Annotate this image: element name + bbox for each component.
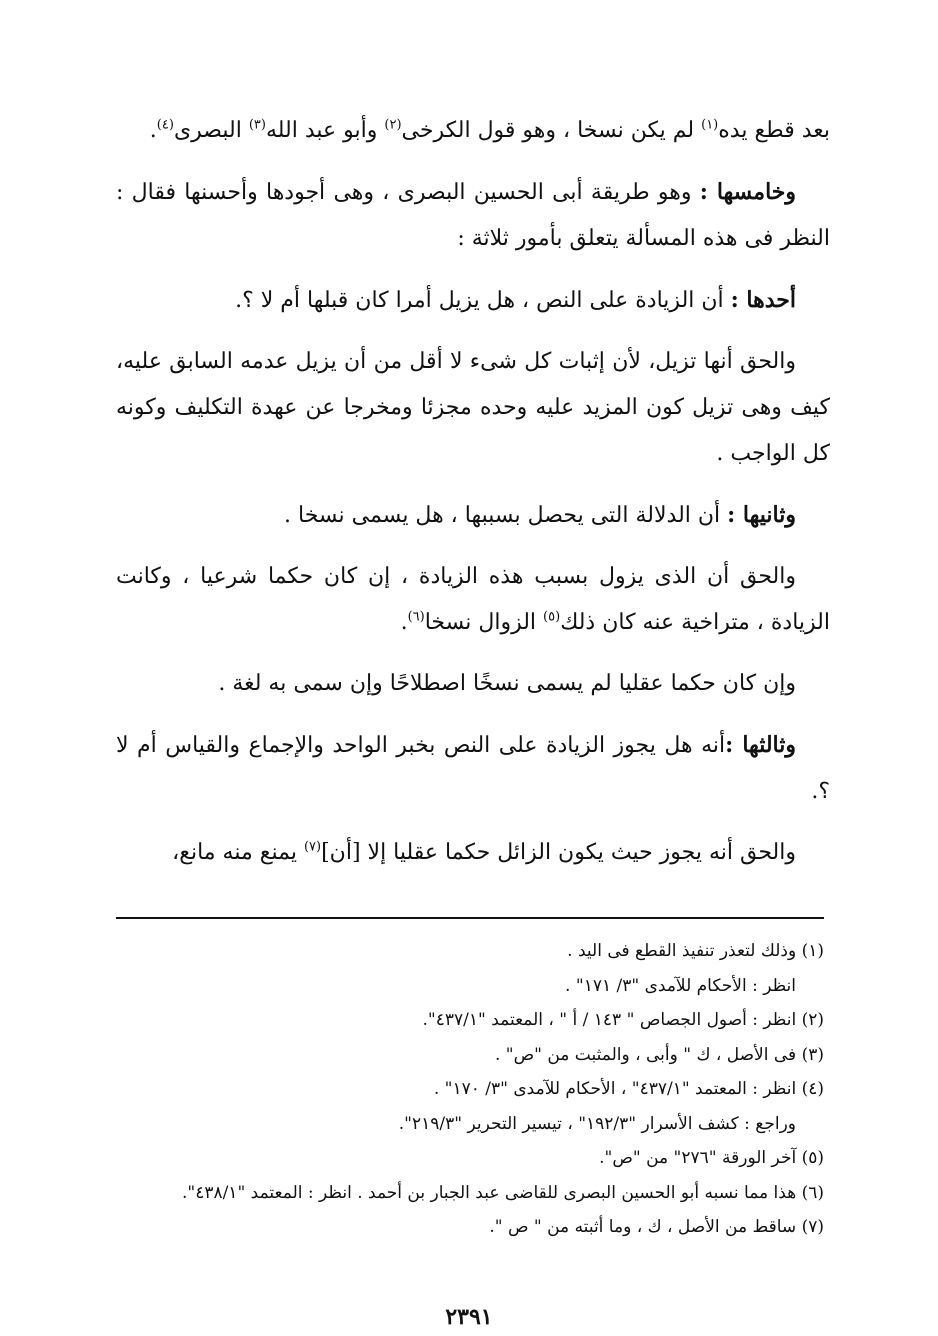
footnote-3: (٣) فى الأصل ، ك " وأبى ، والمثبت من "ص" . xyxy=(494,1044,824,1065)
footnote-ref-4[interactable]: (٤) xyxy=(156,117,174,133)
section-lead-first: أحدها : xyxy=(730,287,796,313)
footnote-ref-7[interactable]: (٧) xyxy=(303,839,322,855)
footnote-4: (٤) انظر : المعتمد "٤٣٧/١" ، الأحكام للآمدى "٣/ ١٧٠" . xyxy=(433,1079,824,1099)
footnote-2: (٢) انظر : أصول الجصاص " ١٤٣ / أ " ، المعتمد "٤٣٧/١". xyxy=(422,1010,824,1030)
footnote-separator xyxy=(116,917,824,919)
footnote-ref-1[interactable]: (١) xyxy=(701,117,719,133)
footnote-1-continued: انظر : الأحكام للآمدى "٣/ ١٧١" . xyxy=(565,975,796,996)
paragraph-6: والحق أن الذى يزول بسبب هذه الزيادة ، إن كان حكما شرعيا ، وكانت الزيادة ، متراخية عنه كان ذلك$^{(٥)}$ الزوال نسخا$^{(٦)}$. xyxy=(116,564,830,635)
paragraph-5: وثانيها : أن الدلالة التى يحصل بسببها ، هل يسمى نسخا . xyxy=(284,502,796,528)
footnotes xyxy=(116,934,824,1245)
footnote-4-continued: وراجع : كشف الأسرار "١٩٢/٣" ، تيسير التحرير "٢١٩/٣". xyxy=(398,1113,796,1134)
paragraph-9: والحق أنه يجوز حيث يكون الزائل حكما عقليا إلا [أن]$^{(٧)}$ يمنع منه مانع، xyxy=(172,839,796,865)
page-number: ٢٣٩١ xyxy=(445,1304,493,1330)
footnote-6: (٦) هذا مما نسبه أبو الحسين البصرى للقاضى عبد الجبار بن أحمد . انظر : المعتمد "٤٣٨/١". xyxy=(181,1182,824,1203)
paragraph-3: أحدها : أن الزيادة على النص ، هل يزيل أمرا كان قبلها أم لا ؟. xyxy=(235,287,796,313)
footnote-ref-6[interactable]: (٦) xyxy=(407,609,425,625)
paragraph-2: وخامسها : وهو طريقة أبى الحسين البصرى ، وهى أجودها وأحسنها فقال : النظر فى هذه المسألة يتعلق بأمور ثلاثة : xyxy=(116,179,830,251)
paragraph-8: وثالثها :أنه هل يجوز الزيادة على النص بخبر الواحد والإجماع والقياس أم لا ؟. xyxy=(116,732,830,804)
paragraph-4: والحق أنها تزيل، لأن إثبات كل شىء لا أقل من أن يزيل عدمه السابق عليه، كيف وهى تزيل كون المزيد عليه وحده مجزئا ومخرجا عن عهدة التكليف وكونه كل الواجب . xyxy=(116,349,830,466)
footnote-7: (٧) ساقط من الأصل ، ك ، وما أثبته من " ص ". xyxy=(489,1217,824,1237)
footnote-ref-2[interactable]: (٢) xyxy=(384,117,402,133)
footnote-1: (١) وذلك لتعذر تنفيذ القطع فى اليد . xyxy=(567,941,824,961)
section-lead-fifth: وخامسها : xyxy=(699,179,797,205)
footnote-ref-3[interactable]: (٣) xyxy=(248,117,266,133)
main-text xyxy=(116,108,830,891)
footnote-5: (٥) آخر الورقة "٢٧٦" من "ص". xyxy=(599,1148,824,1168)
paragraph-1: بعد قطع يده$^{(١)}$ لم يكن نسخا ، وهو قول الكرخى$^{(٢)}$ وأبو عبد الله$^{(٣)}$ البصرى$^{(٤)}$. xyxy=(149,117,830,143)
section-lead-second: وثانيها : xyxy=(727,502,796,528)
section-lead-third: وثالثها : xyxy=(725,732,796,758)
paragraph-7: وإن كان حكما عقليا لم يسمى نسخًا اصطلاحًا وإن سمى به لغة . xyxy=(218,671,796,696)
footnote-ref-5[interactable]: (٥) xyxy=(543,609,561,625)
